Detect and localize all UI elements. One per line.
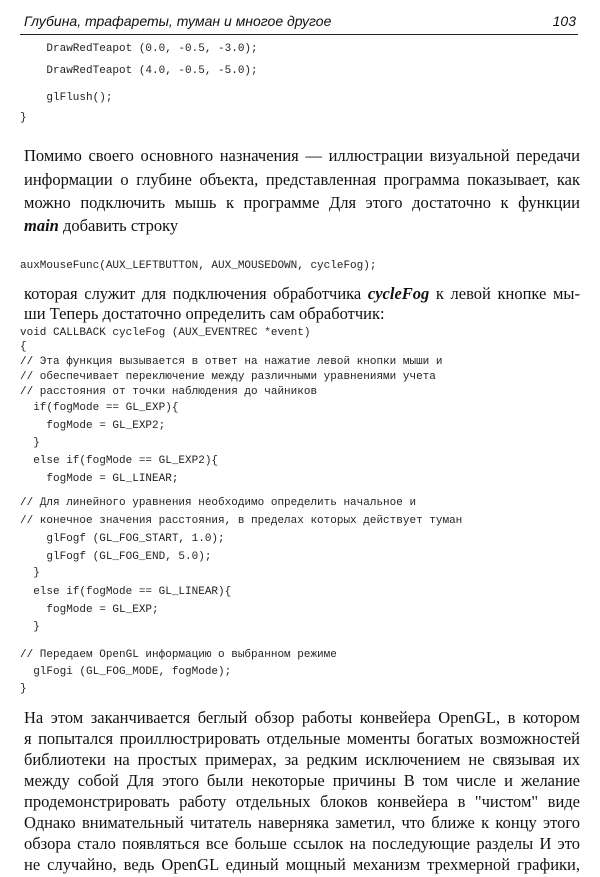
header-rule (20, 34, 578, 35)
code-line: fogMode = GL_EXP2; (20, 420, 166, 432)
page-number: 103 (552, 13, 576, 29)
code-line: { (20, 341, 27, 353)
paragraph-line: обзора стало появляться все больше ссылок на последующие разделы И это (24, 834, 580, 853)
code-comment: // Эта функция вызывается в ответ на нажатие левой кнопки мыши и (20, 356, 443, 368)
paragraph-line: Однако внимательный читатель наверняка заметил, что ближе к концу этого (24, 813, 580, 832)
paragraph-line: не случайно, ведь OpenGL единый мощный механизм трехмерной графики, (24, 855, 580, 874)
paragraph-line: продемонстрировать работу отдельных блоков конвейера в "чистом" виде (24, 792, 580, 811)
paragraph-line (24, 284, 580, 303)
code-line: } (20, 683, 27, 695)
code-line: glFogi (GL_FOG_MODE, fogMode); (20, 666, 232, 678)
code-line: glFogf (GL_FOG_END, 5.0); (20, 551, 212, 563)
code-line: if(fogMode == GL_EXP){ (20, 402, 179, 414)
code-line: DrawRedTeapot (4.0, -0.5, -5.0); (20, 65, 258, 77)
code-line: } (20, 621, 40, 633)
running-header-title: Глубина, трафареты, туман и многое другое (24, 13, 332, 29)
code-line: glFogf (GL_FOG_START, 1.0); (20, 533, 225, 545)
code-line: DrawRedTeapot (0.0, -0.5, -3.0); (20, 43, 258, 55)
code-comment: // Для линейного уравнения необходимо определить начальное и (20, 497, 417, 509)
code-line: fogMode = GL_EXP; (20, 604, 159, 616)
paragraph-line: можно подключить мышь к программе Для этого достаточно к функции (24, 193, 580, 212)
paragraph-line (24, 216, 580, 235)
paragraph-line: между собой Для этого были некоторые причины В том числе и желание (24, 771, 580, 790)
code-line: fogMode = GL_LINEAR; (20, 473, 179, 485)
code-comment: // расстояния от точки наблюдения до чайников (20, 386, 318, 398)
code-line: auxMouseFunc(AUX_LEFTBUTTON, AUX_MOUSEDOWN, cycleFog); (20, 260, 377, 272)
code-line: } (20, 437, 40, 449)
code-line: } (20, 112, 27, 124)
code-line: else if(fogMode == GL_EXP2){ (20, 455, 219, 467)
paragraph-line: библиотеки на простых примерах, за редким исключением не связывая их (24, 750, 580, 769)
paragraph-line: На этом заканчивается беглый обзор работы конвейера OpenGL, в котором (24, 708, 580, 727)
code-comment: // конечное значения расстояния, в пределах которых действует туман (20, 515, 463, 527)
code-line: else if(fogMode == GL_LINEAR){ (20, 586, 232, 598)
code-line: glFlush(); (20, 92, 113, 104)
text: добавить строку (58, 216, 179, 235)
paragraph-line: ши Теперь достаточно определить сам обработчик: (24, 304, 385, 323)
text: которая служит для подключения обработчика (24, 284, 368, 303)
paragraph-line: Помимо своего основного назначения — иллюстрации визуальной передачи (24, 146, 580, 165)
code-comment: // обеспечивает переключение между различными уравнениями учета (20, 371, 436, 383)
paragraph-line: информации о глубине объекта, представленная программа показывает, как (24, 170, 580, 189)
code-comment: // Передаем OpenGL информацию о выбранном режиме (20, 649, 337, 661)
italic-term: main (24, 216, 59, 235)
text: к левой кнопке мы- (429, 284, 580, 303)
code-line: void CALLBACK cycleFog (AUX_EVENTREC *event) (20, 327, 311, 339)
paragraph-line: я попытался проиллюстрировать отдельные моменты богатых возможностей (24, 729, 580, 748)
italic-term: cycleFog (367, 284, 430, 303)
code-line: } (20, 567, 40, 579)
